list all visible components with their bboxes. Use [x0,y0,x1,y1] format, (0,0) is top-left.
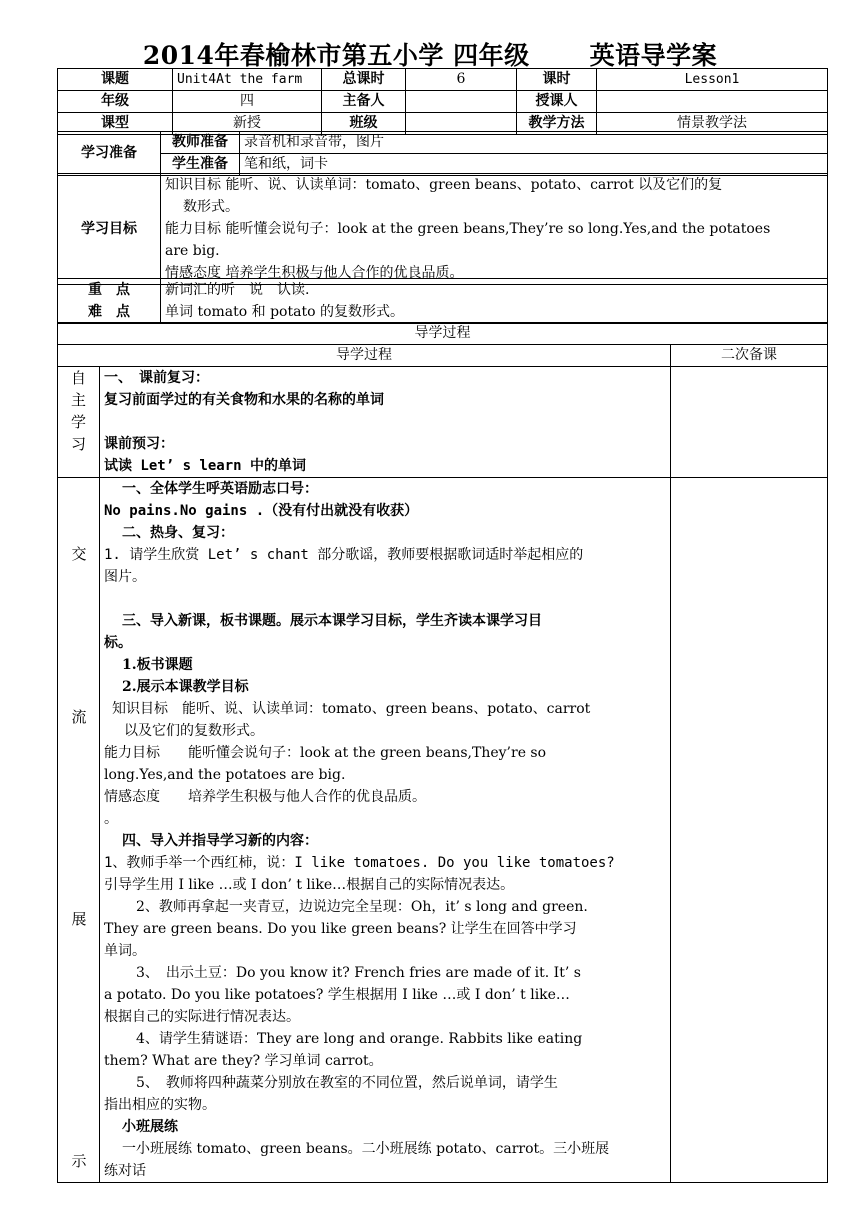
notes-col-header: 二次备课 [671,345,828,367]
warmup-heading: 二、热身、复习： [122,525,234,541]
goal-ability-cont: are big. [165,243,220,259]
self-study-content [100,367,671,478]
teacher-prep-value: 录音机和录音带，图片 [240,132,828,154]
warmup-text: 1. 请学生欣赏 Let’ s chant 部分歌谣，教师要根据歌词适时举起相应的 [104,547,584,563]
side-char: 流 [71,708,87,726]
type-label: 课型 [58,113,173,135]
prep-table [57,131,828,176]
step-1-cont: 引导学生用 I like …或 I don’ t like…根据自己的实际情况表达。 [104,877,515,893]
prep-label: 学习准备 [58,132,161,176]
side-char: 自 [70,369,86,387]
goal-knowledge-cont: 数形式。 [183,199,239,215]
info-table [57,68,828,135]
teacher-label: 授课人 [517,91,597,113]
goal-emotion-repeat: 情感态度 培养学生积极与他人合作的优良品质。 [104,789,426,805]
lesson-value: Lesson1 [597,69,828,91]
step-5-cont: 指出相应的实物。 [104,1097,216,1113]
step-2: 2、教师再拿起一夹青豆，边说边完全呈现：Oh，it’ s long and green. [136,899,588,915]
grade-label: 年级 [58,91,173,113]
lesson-label: 课时 [517,69,597,91]
class-label: 班级 [322,113,406,135]
step-3-cont: a potato. Do you like potatoes? 学生根据用 I like …或 I don’ t like… [104,987,570,1003]
total-label: 总课时 [322,69,406,91]
key-labels [58,279,161,324]
main-side [58,478,100,1183]
student-prep-label: 学生准备 [161,154,240,176]
review-heading: 一、 课前复习： [104,370,209,386]
goal-knowledge: 知识目标 能听、说、认读单词：tomato、green beans、potato、carrot 以及它们的复 [165,177,723,193]
blank-line [104,588,666,610]
preview-text: 试读 Let’ s learn 中的单词 [104,458,307,474]
self-study-side [58,367,100,478]
preview-heading: 课前预习： [104,436,174,452]
intro-heading-cont: 标。 [104,635,132,651]
step-2-cont2: 单词。 [104,943,146,959]
key-point-label: 重 点 [88,282,130,298]
goals-table [57,173,828,285]
total-value: 6 [406,69,517,91]
goals-label: 学习目标 [58,174,161,285]
warmup-text-cont: 图片。 [104,569,146,585]
prep-value [406,91,517,113]
intro-step-1: 1.板书课题 [122,657,193,673]
self-study-notes [671,367,828,478]
practice-text: 一小班展练 tomato、green beans。二小班展练 potato、carrot。三小班展 [122,1141,610,1157]
goal-knowledge-repeat: 知识目标 能听、说、认读单词：tomato、green beans、potato、carrot [112,701,591,717]
step-3-cont2: 根据自己的实际进行情况表达。 [104,1009,300,1025]
goal-ability-repeat: 能力目标 能听懂会说句子：look at the green beans,They’re so [104,745,547,761]
practice-text-cont: 练对话 [104,1163,146,1179]
topic-label: 课题 [58,69,173,91]
goal-emotion: 情感态度 培养学生积极与他人合作的优良品质。 [165,265,464,281]
goals-content [161,174,828,285]
prep-label: 主备人 [322,91,406,113]
step-4-cont: them? What are they? 学习单词 carrot。 [104,1053,383,1069]
stray-period: 。 [104,811,118,827]
blank-line [104,411,666,433]
student-prep-value: 笔和纸，词卡 [240,154,828,176]
process-col-header: 导学过程 [58,345,671,367]
goal-ability: 能力目标 能听懂会说句子：look at the green beans,They’re so long.Yes,and the potatoes [165,221,771,237]
type-value: 新授 [173,113,322,135]
intro-heading: 三、导入新课，板书课题。展示本课学习目标，学生齐读本课学习目 [122,613,542,629]
grade-value: 四 [173,91,322,113]
goal-ability-repeat-cont: long.Yes,and the potatoes are big. [104,767,346,783]
step-2-cont: They are green beans. Do you like green beans? 让学生在回答中学习 [104,921,577,937]
review-text: 复习前面学过的有关食物和水果的名称的单词 [104,392,384,408]
method-value: 情景教学法 [597,113,828,135]
step-5: 5、 教师将四种蔬菜分别放在教室的不同位置，然后说单词，请学生 [136,1075,558,1091]
main-notes [671,478,828,1183]
topic-value: Unit4At the farm [173,69,322,91]
key-values [161,279,828,324]
slogan-text: No pains.No gains .（没有付出就没有收获） [104,503,419,519]
side-char: 习 [70,435,86,453]
side-char: 学 [70,413,86,431]
slogan-heading: 一、全体学生呼英语励志口号： [122,481,318,497]
side-char: 交 [71,545,87,563]
method-label: 教学方法 [517,113,597,135]
difficulty-value: 单词 tomato 和 potato 的复数形式。 [165,304,404,320]
side-char: 主 [70,391,86,409]
goal-knowledge-repeat-cont: 以及它们的复数形式。 [124,723,264,739]
process-header: 导学过程 [58,323,828,345]
key-table [57,278,828,324]
step-4: 4、请学生猜谜语：They are long and orange. Rabbits like eating [136,1031,583,1047]
step-1: 1、教师手举一个西红柿，说：I like tomatoes. Do you like tomatoes? [104,855,615,871]
side-char: 展 [71,910,87,928]
difficulty-label: 难 点 [88,304,130,320]
main-content [100,478,671,1183]
step-3: 3、 出示土豆：Do you know it? French fries are made of it. It’ s [136,965,581,981]
side-char: 示 [71,1152,87,1170]
teacher-prep-label: 教师准备 [161,132,240,154]
key-point-value: 新词汇的听 说 认读. [165,282,310,298]
intro-step-2: 2.展示本课教学目标 [122,679,249,695]
new-content-heading: 四、导入并指导学习新的内容： [122,833,318,849]
page-title: 2014年春榆林市第五小学 四年级 英语导学案 [142,41,718,70]
process-table [57,322,828,1183]
teacher-value [597,91,828,113]
practice-heading: 小班展练 [122,1119,178,1135]
